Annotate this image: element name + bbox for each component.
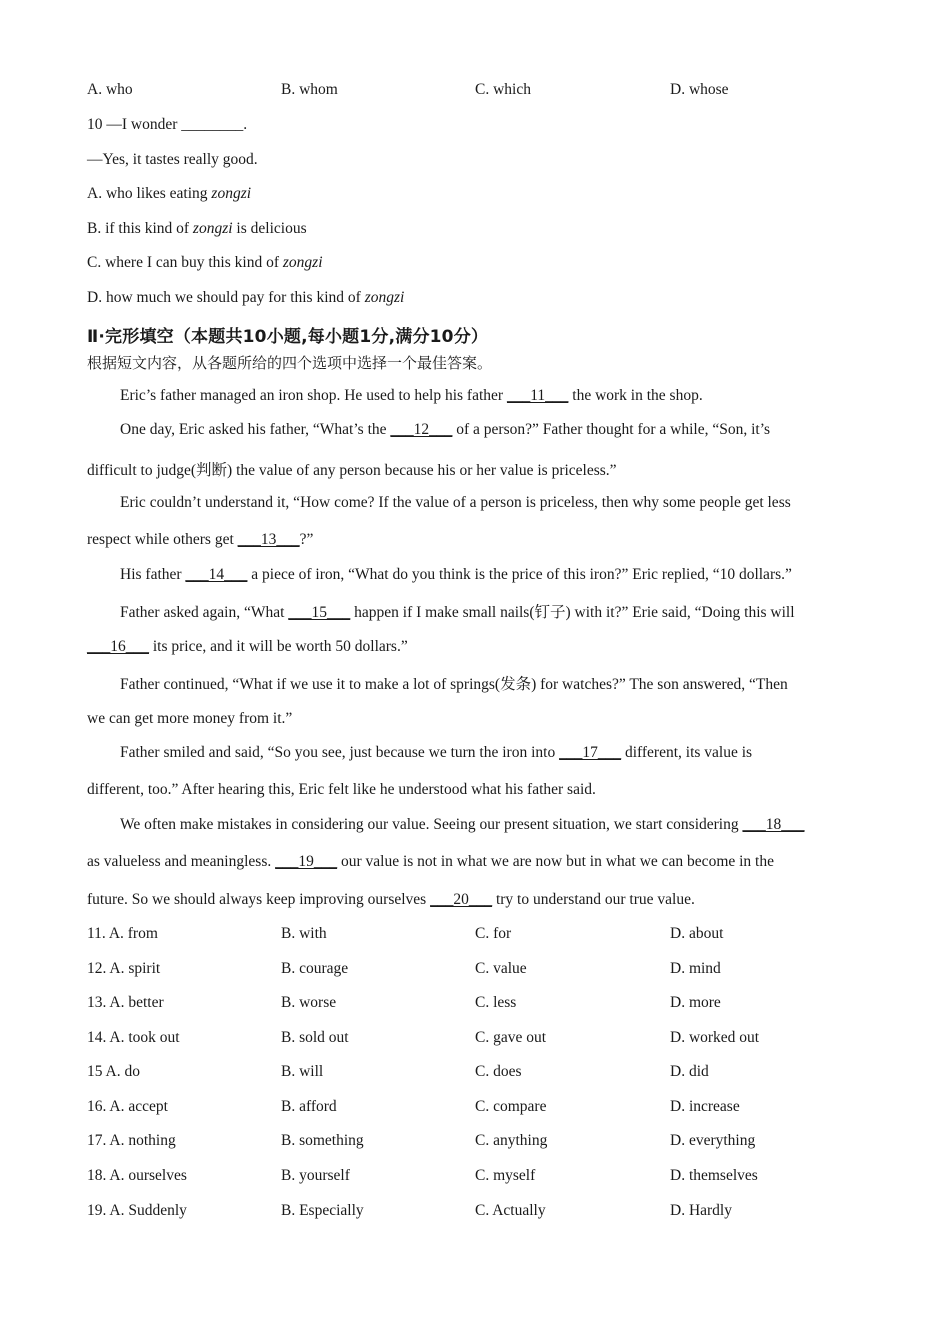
q9-option-c: C. which [475, 81, 531, 98]
blank-19: ___19___ [275, 853, 338, 870]
q10-option-b: B. if this kind of zongzi is delicious [87, 220, 307, 237]
passage-line: Father asked again, “What ___15___ happen if I make small nails(钉子) with it?” Erie said, “Doing this will [120, 604, 795, 621]
q9-option-b: B. whom [281, 81, 338, 98]
choice-row-15: 15 A. do B. will C. does D. did [87, 1063, 709, 1080]
passage-line: Father continued, “What if we use it to make a lot of springs(发条) for watches?” The son answered, “Then [120, 676, 788, 693]
passage-line: respect while others get ___13___?” [87, 531, 314, 548]
choice-row-19: 19. A. Suddenly B. Especially C. Actually D. Hardly [87, 1202, 732, 1219]
blank-13: ___13___ [237, 531, 300, 548]
q9-options [87, 81, 887, 103]
q9-option-a: A. who [87, 81, 133, 98]
passage-line: Eric’s father managed an iron shop. He used to help his father ___11___ the work in the shop. [120, 387, 703, 404]
blank-15: ___15___ [288, 604, 351, 621]
q10-reply: —Yes, it tastes really good. [87, 151, 258, 168]
passage-line: His father ___14___ a piece of iron, “What do you think is the price of this iron?” Eric replied, “10 dollars.” [120, 566, 792, 583]
passage-line: different, too.” After hearing this, Eric felt like he understood what his father said. [87, 781, 596, 798]
choice-row-13: 13. A. better B. worse C. less D. more [87, 994, 721, 1011]
passage-line: Eric couldn’t understand it, “How come? If the value of a person is priceless, then why some people get less [120, 494, 791, 511]
q10-option-a: A. who likes eating zongzi [87, 185, 252, 202]
passage-line: We often make mistakes in considering our value. Seeing our present situation, we start considering ___18___ [120, 816, 805, 833]
blank-18: ___18___ [742, 816, 805, 833]
blank-11: ___11___ [506, 387, 569, 404]
section-instruction: 根据短文内容，从各题所给的四个选项中选择一个最佳答案。 [87, 354, 493, 372]
choice-row-14: 14. A. took out B. sold out C. gave out D. worked out [87, 1029, 760, 1046]
q10-stem: 10 —I wonder ________. [87, 116, 248, 133]
passage-line: One day, Eric asked his father, “What’s the ___12___ of a person?” Father thought for a while, “Son, it’s [120, 421, 771, 438]
q10-option-d: D. how much we should pay for this kind of zongzi [87, 289, 405, 306]
passage-line: Father smiled and said, “So you see, just because we turn the iron into ___17___ different, its value is [120, 744, 753, 761]
choice-row-11: 11. A. from B. with C. for D. about [87, 925, 724, 942]
passage-line: ___16___ its price, and it will be worth 50 dollars.” [87, 638, 408, 655]
blank-17: ___17___ [559, 744, 622, 761]
blank-16: ___16___ [87, 638, 149, 655]
passage-line: future. So we should always keep improving ourselves ___20___ try to understand our true value. [87, 891, 695, 908]
passage-line: difficult to judge(判断) the value of any person because his or her value is priceless.” [87, 462, 617, 479]
blank-12: ___12___ [390, 421, 453, 438]
passage-line: we can get more money from it.” [87, 710, 293, 727]
choice-row-18: 18. A. ourselves B. yourself C. myself D. themselves [87, 1167, 758, 1184]
choice-row-12: 12. A. spirit B. courage C. value D. mind [87, 960, 721, 977]
q9-option-d: D. whose [670, 81, 729, 98]
passage-line: as valueless and meaningless. ___19___ our value is not in what we are now but in what we can become in the [87, 853, 774, 870]
blank-14: ___14___ [185, 566, 248, 583]
blank-20: ___20___ [430, 891, 493, 908]
choice-row-17: 17. A. nothing B. something C. anything D. everything [87, 1132, 756, 1149]
q10-option-c: C. where I can buy this kind of zongzi [87, 254, 323, 271]
choice-row-16: 16. A. accept B. afford C. compare D. increase [87, 1098, 740, 1115]
section-heading: Ⅱ·完形填空（本题共10小题,每小题1分,满分10分） [87, 327, 489, 347]
